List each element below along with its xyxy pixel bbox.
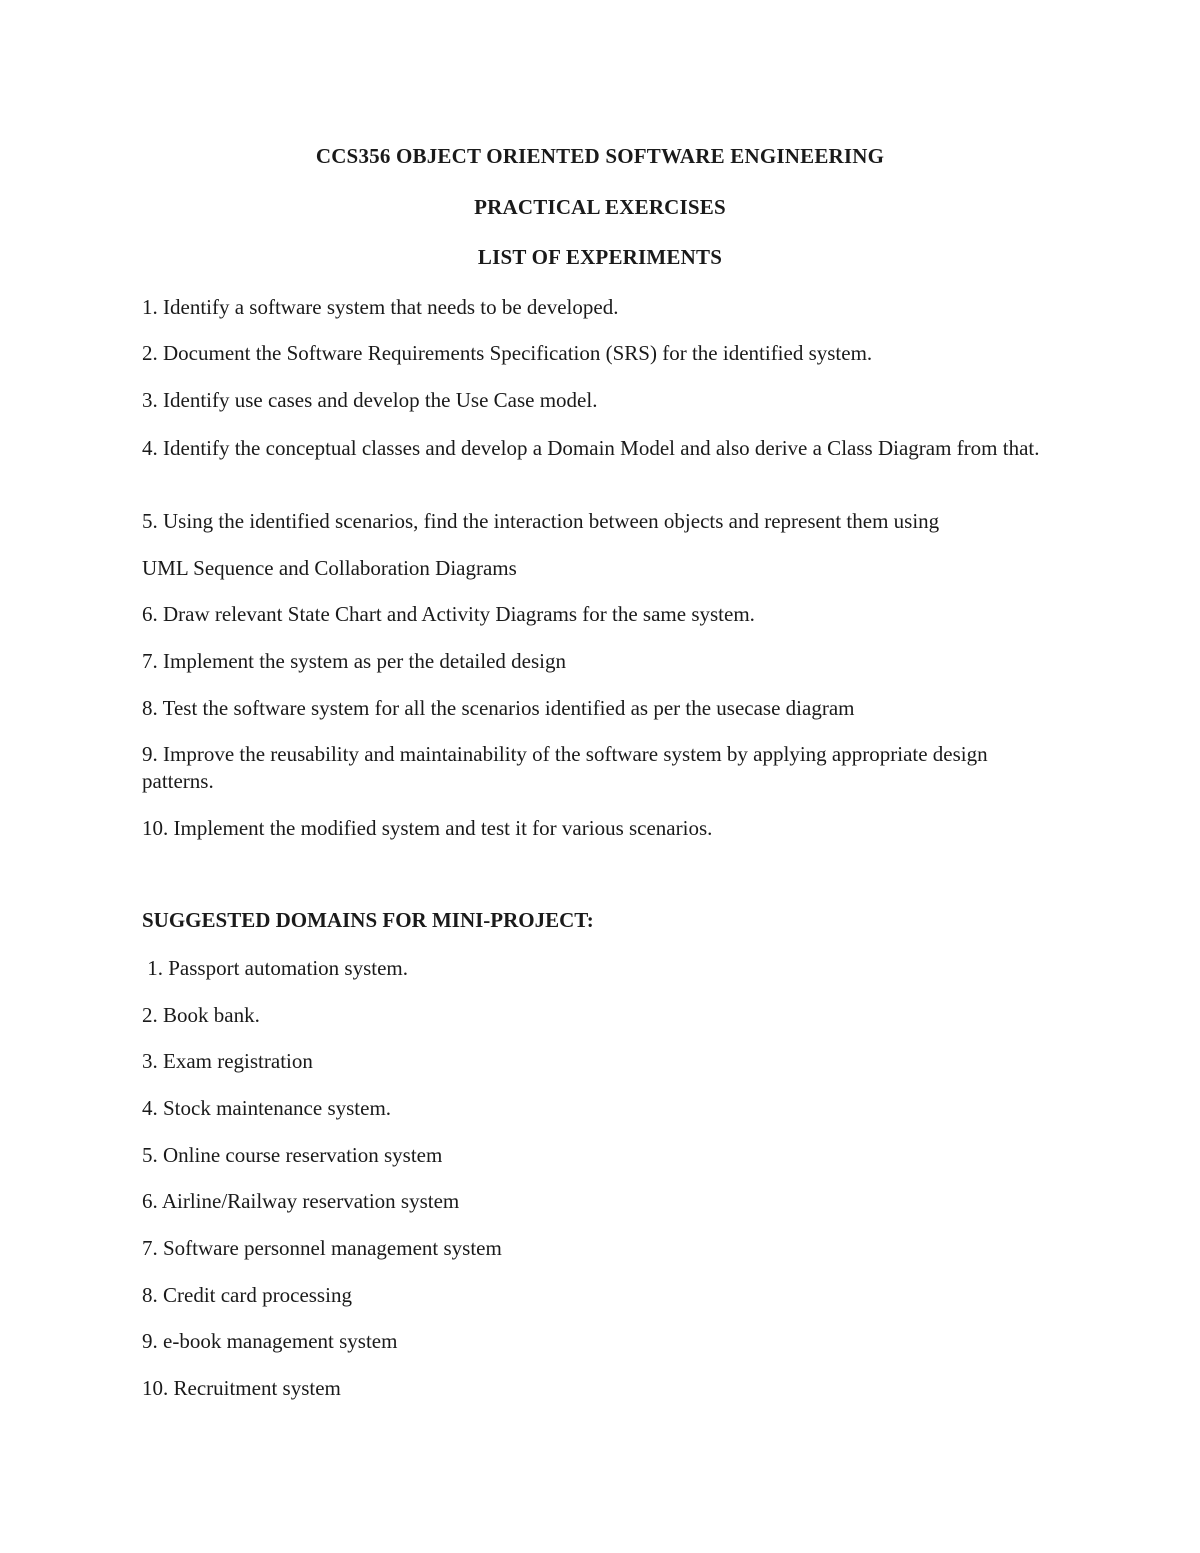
experiment-item: 6. Draw relevant State Chart and Activity Diagrams for the same system. [142, 602, 755, 626]
experiment-item: UML Sequence and Collaboration Diagrams [142, 556, 517, 580]
document-title: CCS356 OBJECT ORIENTED SOFTWARE ENGINEERING [315, 144, 885, 168]
experiment-item: 5. Using the identified scenarios, find the interaction between objects and represent them using [142, 509, 940, 533]
experiment-item: 10. Implement the modified system and test it for various scenarios. [142, 816, 713, 840]
experiment-item: 2. Document the Software Requirements Specification (SRS) for the identified system. [142, 341, 873, 365]
experiment-item: 8. Test the software system for all the scenarios identified as per the usecase diagram [142, 696, 855, 720]
domain-item: 8. Credit card processing [142, 1283, 352, 1307]
domain-item: 4. Stock maintenance system. [142, 1096, 392, 1120]
domains-heading: SUGGESTED DOMAINS FOR MINI-PROJECT: [142, 908, 594, 932]
domain-item: 3. Exam registration [142, 1049, 313, 1073]
domain-item: 5. Online course reservation system [142, 1143, 443, 1167]
domain-item: 10. Recruitment system [142, 1376, 341, 1400]
document-subtitle: PRACTICAL EXERCISES [474, 195, 726, 219]
domain-item: 6. Airline/Railway reservation system [142, 1189, 460, 1213]
experiment-item: 1. Identify a software system that needs to be developed. [142, 295, 619, 319]
domain-item: 1. Passport automation system. [142, 956, 408, 980]
domain-item: 7. Software personnel management system [142, 1236, 502, 1260]
experiment-item: 4. Identify the conceptual classes and develop a Domain Model and also derive a Class Diagram from that. [142, 436, 1040, 460]
domain-item: 9. e-book management system [142, 1329, 398, 1353]
experiment-item: 9. Improve the reusability and maintainability of the software system by applying appropriate design patterns. [142, 742, 988, 793]
list-heading: LIST OF EXPERIMENTS [477, 245, 723, 269]
domain-item: 2. Book bank. [142, 1003, 260, 1027]
experiment-item: 7. Implement the system as per the detailed design [142, 649, 566, 673]
experiment-item: 3. Identify use cases and develop the Use Case model. [142, 388, 598, 412]
